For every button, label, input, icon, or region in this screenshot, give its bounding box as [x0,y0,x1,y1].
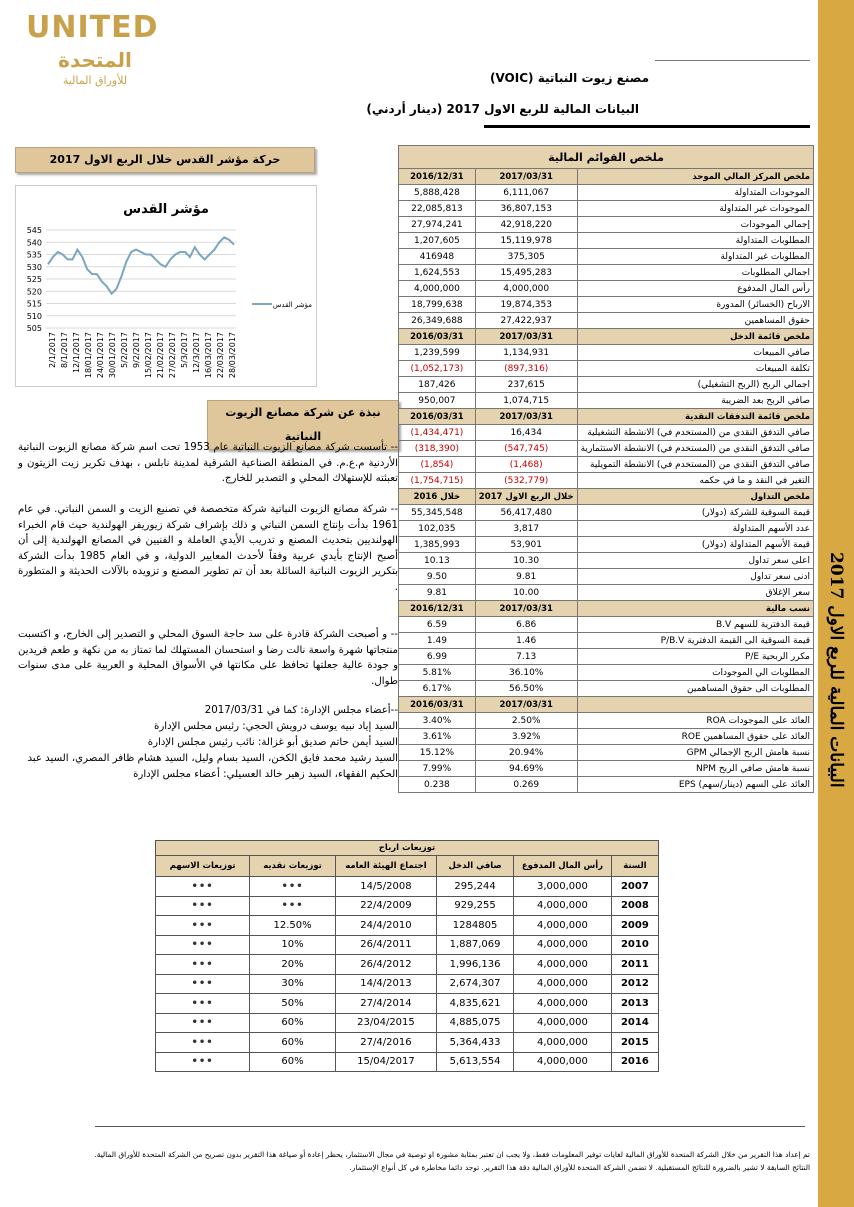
dividends-cell: ••• [156,1052,250,1072]
dividends-cell: 4,000,000 [514,1013,612,1033]
dividends-caption: توزيعات ارباح [156,841,659,856]
y-tick-label: 545 [26,226,42,235]
dividends-cell: 14/5/2008 [335,877,436,897]
board-title: --أعضاء مجلس الإدارة: كما في 2017/03/31 [204,705,398,716]
fin-cell-value: 94.69% [475,761,577,777]
fin-cell-value: 55,345,548 [399,505,476,521]
fin-column-header: 2017/03/31 [475,697,577,713]
fin-cell-value: 9.81 [475,569,577,585]
fin-row [399,265,814,281]
dividends-cell: 22/4/2009 [335,896,436,916]
fin-row [399,217,814,233]
fin-section-title: ملخص المركز المالي الموحد [577,169,813,185]
dividends-row [156,994,659,1014]
fin-row [399,713,814,729]
dividends-header-row [156,856,659,877]
fin-cell-value: 1,074,715 [475,393,577,409]
fin-row [399,521,814,537]
fin-section-header [399,329,814,345]
y-tick-label: 525 [26,275,42,284]
fin-cell-value: 0.269 [475,777,577,793]
fin-row [399,681,814,697]
fin-cell-value: (1,434,471) [399,425,476,441]
dividends-year: 2015 [611,1033,658,1053]
fin-section-header [399,489,814,505]
fin-cell-value: 1.46 [475,633,577,649]
fin-cell-value: 27,422,937 [475,313,577,329]
x-tick-label: 12/1/2017 [72,332,81,374]
fin-row-label: العائد على حقوق المساهمين ROE [577,729,813,745]
dividends-column-header: رأس المال المدفوع [514,856,612,877]
fin-cell-value: 6,111,067 [475,185,577,201]
chart-section-heading: حركة مؤشر القدس خلال الربع الاول 2017 [15,147,315,173]
fin-row-label: قيمة الأسهم المتداولة (دولار) [577,537,813,553]
fin-cell-value: 2.50% [475,713,577,729]
dividends-row [156,877,659,897]
dividends-cell: 4,885,075 [437,1013,514,1033]
dividends-cell: 929,255 [437,896,514,916]
dividends-row [156,916,659,936]
fin-title: ملخص القوائم المالية [399,146,814,169]
fin-cell-value: 7.13 [475,649,577,665]
fin-row-label: سعر الإغلاق [577,585,813,601]
dividends-cell: ••• [156,974,250,994]
fin-row [399,617,814,633]
fin-column-header: 2016/03/31 [399,329,476,345]
x-tick-label: 18/01/2017 [84,332,93,379]
fin-section-header [399,697,814,713]
fin-row [399,393,814,409]
dividends-cell: 4,000,000 [514,935,612,955]
board-members-3: السيد رشيد محمد فايق الكخن، السيد بسام وليل، السيد هشام ظافر المصري، السيد عبد الحكيم الفقهاء، السيد زهير خالد العسيلي: أعضاء مجلس الإدارة [27,753,398,780]
fin-row [399,745,814,761]
fin-row [399,505,814,521]
fin-cell-value: 5.81% [399,665,476,681]
title-underline [484,125,810,128]
dividends-cell: 295,244 [437,877,514,897]
fin-row [399,473,814,489]
board-member-2: السيد أيمن حاتم صديق أبو غزالة: نائب رئيس مجلس الإدارة [147,737,398,748]
fin-row-label: الموجودات غير المتداولة [577,201,813,217]
dividends-row [156,1052,659,1072]
chart-canvas [16,186,316,386]
dividends-cell: 30% [250,974,336,994]
fin-cell-value: 15,119,978 [475,233,577,249]
dividends-column-header: اجتماع الهيئة العامه [335,856,436,877]
fin-cell-value: 7.99% [399,761,476,777]
fin-section-title: ملخص قائمة الدخل [577,329,813,345]
dividends-cell: ••• [156,896,250,916]
dividends-cell: 4,000,000 [514,896,612,916]
dividends-column-header: توزيعات الاسهم [156,856,250,877]
y-tick-label: 520 [26,287,42,297]
fin-row [399,633,814,649]
disclaimer-text: تم إعداد هذا التقرير من خلال الشركة المتحدة للأوراق المالية لغايات توفير المعلومات فقط، ولا يجب ان تعتبر بمثابة مشورة او توصية في مجال الاستثمار، يحظر إعادة أو صياغة هذا التقرير بدون تصريح من الشركة المتحدة للأوراق المالية. النتائج السابقة لا تشير بالضرورة للنتائج المستقبلية. لا تضمن الشركة المتحدة للأوراق المالية دقة هذا التقرير. توجد دائما مخاطرة في كل أنواع الإستثمار. [94,1150,810,1172]
fin-row-label: تكلفة المبيعات [577,361,813,377]
dividends-cell: 50% [250,994,336,1014]
dividends-cell: 3,000,000 [514,877,612,897]
dividends-year: 2014 [611,1013,658,1033]
fin-cell-value: 15.12% [399,745,476,761]
fin-cell-value: 4,000,000 [475,281,577,297]
fin-cell-value: 56,417,480 [475,505,577,521]
fin-cell-value: 42,918,220 [475,217,577,233]
fin-column-header: 2017/03/31 [475,409,577,425]
fin-row [399,649,814,665]
fin-row [399,313,814,329]
fin-cell-value: 102,035 [399,521,476,537]
fin-cell-value: 9.50 [399,569,476,585]
fin-section-title: ملخص التداول [577,489,813,505]
fin-title-row [399,146,814,169]
dividends-row [156,955,659,975]
dividends-cell: 10% [250,935,336,955]
dividends-column-header: صافي الدخل [437,856,514,877]
fin-cell-value: 36,807,153 [475,201,577,217]
fin-row-label: صافي التدفق النقدي من (المستخدم في) الانشطة التشغيلية [577,425,813,441]
fin-column-header: خلال 2016 [399,489,476,505]
dividends-year: 2016 [611,1052,658,1072]
fin-row-label: اجمالي الربح (الربح التشغيلي) [577,377,813,393]
fin-row-label: صافي التدفق النقدي من (المستخدم في) الانشطة الاستثمارية [577,441,813,457]
dividends-row [156,974,659,994]
fin-row-label: حقوق المساهمين [577,313,813,329]
fin-row [399,457,814,473]
fin-column-header: خلال الربع الاول 2017 [475,489,577,505]
fin-cell-value: (1,468) [475,457,577,473]
x-tick-label: 9/2/2017 [132,332,141,368]
fin-cell-value: 4,000,000 [399,281,476,297]
fin-cell-value: (1,854) [399,457,476,473]
y-tick-label: 540 [26,238,42,248]
dividends-cell: 4,000,000 [514,955,612,975]
dividends-year: 2010 [611,935,658,955]
fin-cell-value: 6.17% [399,681,476,697]
fin-section-title: ملخص قائمة التدفقات النقدية [577,409,813,425]
fin-cell-value: 187,426 [399,377,476,393]
fin-row-label: قيمة السوقية للشركة (دولار) [577,505,813,521]
fin-cell-value: 6.99 [399,649,476,665]
fin-cell-value: 36.10% [475,665,577,681]
dividends-cell: 4,835,621 [437,994,514,1014]
fin-column-header: 2017/03/31 [475,601,577,617]
y-tick-label: 505 [26,324,42,333]
fin-cell-value: 27,974,241 [399,217,476,233]
dividends-cell: ••• [156,1033,250,1053]
dividends-cell: 27/4/2014 [335,994,436,1014]
x-tick-label: 21/02/2017 [156,332,165,379]
dividends-table [155,840,659,1072]
fin-row [399,281,814,297]
dividends-cell: 23/04/2015 [335,1013,436,1033]
dividends-cell: ••• [156,994,250,1014]
about-paragraph-1: -- تأسست شركة مصانع الزيوت النباتية عام 1953 تحت اسم شركة مصانع الزيوت النباتية الأردنية م.ع.م. في المنطقة الصناعية الشرقية لمدينة نابلس ، بهدف تكرير زيت الزيتون و تعبئته للإستهلاك المحلي و التصدير للخارج. [18,442,398,485]
company-title: مصنع زيوت النباتية (VOIC) [489,71,649,85]
fin-cell-value: (318,390) [399,441,476,457]
dividends-cell: 60% [250,1033,336,1053]
logo-text-en: UNITED [26,10,159,45]
chart-title: مؤشر القدس [123,202,209,217]
dividends-cell: 4,000,000 [514,994,612,1014]
dividends-row [156,896,659,916]
fin-row [399,537,814,553]
fin-row [399,425,814,441]
fin-row-label: العائد على الموجودات ROA [577,713,813,729]
fin-row-label: صافي المبيعات [577,345,813,361]
dividends-row [156,935,659,955]
fin-row-label: قيمة السوقية الى القيمة الدفترية P/B.V [577,633,813,649]
fin-cell-value: 18,799,638 [399,297,476,313]
fin-row-label: صافي التدفق النقدي من (المستخدم في) الانشطة التمويلية [577,457,813,473]
fin-row-label: العائد على السهم (دينار/سهم) EPS [577,777,813,793]
dividends-column-header: السنة [611,856,658,877]
dividends-cell: 4,000,000 [514,1033,612,1053]
about-paragraph-3: -- و أصبحت الشركة قادرة على سد حاجة السوق المحلي و التصدير إلى الخارج، و اكتسبت منتجاتها شهرة واسعة نالت رضا و استحسان المستهلك لما تمتاز به من نكهة و طعم فريدين و جودة عالية جعلتها تحافظ على مكانتها في الأسواق المحلية و العربية على مدى سنوات طوال. [18,629,398,687]
dividends-cell: 12.50% [250,916,336,936]
fin-row [399,569,814,585]
fin-cell-value: 5,888,428 [399,185,476,201]
dividends-cell: 5,613,554 [437,1052,514,1072]
dividends-cell: 60% [250,1013,336,1033]
dividends-cell: 1,887,069 [437,935,514,955]
fin-row [399,201,814,217]
board-member-1: السيد إياد نبيه يوسف درويش الحجي: رئيس مجلس الإدارة [154,721,398,732]
dividends-cell: 5,364,433 [437,1033,514,1053]
fin-cell-value: 375,305 [475,249,577,265]
dividends-cell: 60% [250,1052,336,1072]
dividends-cell: ••• [156,955,250,975]
fin-section-header [399,601,814,617]
fin-cell-value: 20.94% [475,745,577,761]
x-tick-label: 2/1/2017 [48,332,57,368]
fin-cell-value: (1,052,173) [399,361,476,377]
y-tick-label: 535 [26,250,42,260]
dividends-cell: ••• [156,877,250,897]
y-tick-label: 530 [26,262,42,272]
dividends-cell: 4,000,000 [514,916,612,936]
fin-cell-value: 15,495,283 [475,265,577,281]
fin-row-label: الارباح (الخسائر) المدورة [577,297,813,313]
fin-row-label: الموجودات المتداولة [577,185,813,201]
x-tick-label: 5/2/2017 [120,332,129,368]
dividends-cell: 20% [250,955,336,975]
fin-cell-value: 416948 [399,249,476,265]
fin-cell-value: 3,817 [475,521,577,537]
dividends-cell: ••• [156,1013,250,1033]
dividends-column-header: توزيعات نقديه [250,856,336,877]
x-tick-label: 16/03/2017 [204,332,213,379]
dividends-cell: 1284805 [437,916,514,936]
footer-divider [95,1126,805,1127]
fin-row [399,361,814,377]
fin-cell-value: 22,085,813 [399,201,476,217]
about-section-heading: نبذة عن شركة مصانع الزيوت النباتية [207,400,399,450]
dividends-year: 2009 [611,916,658,936]
fin-row [399,761,814,777]
x-tick-label: 30/01/2017 [108,332,117,379]
fin-row [399,777,814,793]
fin-section-title: نسب مالية [577,601,813,617]
dividends-cell: 1,996,136 [437,955,514,975]
fin-row-label: رأس المال المدفوع [577,281,813,297]
fin-row-label: المطلوبات الى حقوق المساهمين [577,681,813,697]
fin-cell-value: 1,624,553 [399,265,476,281]
fin-column-header: 2017/03/31 [475,169,577,185]
dividends-cell: ••• [156,916,250,936]
dividends-year: 2008 [611,896,658,916]
dividends-cell: ••• [156,935,250,955]
fin-row-label: نسبة هامش الربح الإجمالي GPM [577,745,813,761]
dividends-cell: ••• [250,896,336,916]
fin-row-label: صافي الربح بعد الضريبة [577,393,813,409]
fin-column-header: 2016/12/31 [399,601,476,617]
fin-row [399,185,814,201]
x-tick-label: 27/02/2017 [168,332,177,379]
fin-cell-value: 10.00 [475,585,577,601]
about-paragraph-2: -- شركة مصانع الزيوت النباتية شركة متخصصة في تصنيع الزيت و السمن النباتي. في عام 1961 بدأت بإنتاج السمن النباتي و ذلك بإشراف شركة زيوريفر الهولندية حيث قام الخبراء الهولنديين بتحديث المصنع و تدريب الأيدي العاملة و الفنيين في المصانع الهولندية إلى أن أصبح الإنتاج بأيدي عربية وفقاً لأحدث المعايير الدولية، و في العام 1985 بدأت الشركة بتكرير الزيوت النباتية السائلة بعد أن تم تطوير المصنع و تزويده بالآلات الحديثة و المتطورة . [18,504,398,593]
dividends-cell: 15/04/2017 [335,1052,436,1072]
dividends-row [156,1033,659,1053]
fin-section-header [399,169,814,185]
fin-column-header: 2016/12/31 [399,169,476,185]
x-tick-label: 28/03/2017 [228,332,237,379]
fin-column-header: 2016/03/31 [399,409,476,425]
dividends-cell: 26/4/2011 [335,935,436,955]
dividends-year: 2007 [611,877,658,897]
dividends-cell: 26/4/2012 [335,955,436,975]
dividends-year: 2013 [611,994,658,1014]
fin-cell-value: 1,134,931 [475,345,577,361]
y-tick-label: 515 [26,299,42,309]
financial-summary-table [398,145,814,793]
fin-cell-value: 950,007 [399,393,476,409]
logo-subtext: للأوراق المالية [62,74,128,87]
dividends-cell: ••• [250,877,336,897]
dividends-cell: 4,000,000 [514,1052,612,1072]
fin-cell-value: 1.49 [399,633,476,649]
fin-cell-value: (897,316) [475,361,577,377]
legend-label: مؤشر القدس [272,301,312,309]
fin-cell-value: 53,901 [475,537,577,553]
fin-cell-value: 10.13 [399,553,476,569]
fin-row-label: اعلى سعر تداول [577,553,813,569]
fin-cell-value: 9.81 [399,585,476,601]
fin-cell-value: 6.59 [399,617,476,633]
fin-cell-value: 3.61% [399,729,476,745]
fin-row-label: التغير في النقد و ما في حكمه [577,473,813,489]
fin-row [399,297,814,313]
side-banner [818,0,854,1207]
dividends-cell: 14/4/2013 [335,974,436,994]
fin-row [399,345,814,361]
fin-cell-value: 56.50% [475,681,577,697]
fin-cell-value: (532,779) [475,473,577,489]
dividends-caption-row [156,841,659,856]
dividends-row [156,1013,659,1033]
fin-cell-value: 3.40% [399,713,476,729]
fin-row [399,553,814,569]
fin-cell-value: 19,874,353 [475,297,577,313]
fin-row [399,665,814,681]
fin-cell-value: 1,385,993 [399,537,476,553]
fin-row [399,249,814,265]
dividends-cell: 24/4/2010 [335,916,436,936]
fin-section-title [577,697,813,713]
fin-column-header: 2016/03/31 [399,697,476,713]
series-line-al-quds-index [48,237,234,293]
dividends-cell: 4,000,000 [514,974,612,994]
fin-row-label: نسبة هامش صافي الربح NPM [577,761,813,777]
dividends-cell: 2,674,307 [437,974,514,994]
fin-cell-value: (547,745) [475,441,577,457]
fin-cell-value: 6.86 [475,617,577,633]
fin-row-label: عدد الأسهم المتداولة [577,521,813,537]
fin-cell-value: 3.92% [475,729,577,745]
fin-cell-value: 237,615 [475,377,577,393]
fin-row-label: المطلوبات المتداولة [577,233,813,249]
side-banner-title: البيانات المالية للربع الاول 2017 [826,552,846,788]
fin-cell-value: 1,207,605 [399,233,476,249]
fin-row [399,377,814,393]
fin-row [399,729,814,745]
fin-cell-value: 26,349,688 [399,313,476,329]
fin-cell-value: (1,754,715) [399,473,476,489]
x-tick-label: 8/1/2017 [60,332,69,368]
fin-row [399,233,814,249]
fin-column-header: 2017/03/31 [475,329,577,345]
report-subtitle: البيانات المالية للربع الاول 2017 (دينار أردني) [366,102,639,116]
fin-row [399,585,814,601]
fin-row-label: قيمة الدفترية للسهم B.V [577,617,813,633]
dividends-cell: 27/4/2016 [335,1033,436,1053]
fin-row-label: مكرر الربحية P/E [577,649,813,665]
x-tick-label: 12/3/2017 [192,332,201,374]
fin-cell-value: 0.238 [399,777,476,793]
index-chart [15,185,317,387]
fin-cell-value: 16,434 [475,425,577,441]
fin-row-label: ادنى سعر تداول [577,569,813,585]
x-tick-label: 15/02/2017 [144,332,153,379]
fin-row-label: إجمالي الموجودات [577,217,813,233]
x-tick-label: 22/03/2017 [216,332,225,379]
dividends-year: 2011 [611,955,658,975]
x-tick-label: 24/01/2017 [96,332,105,379]
fin-cell-value: 1,239,599 [399,345,476,361]
company-logo [20,6,166,96]
fin-cell-value: 10.30 [475,553,577,569]
fin-row [399,441,814,457]
fin-row-label: اجمالي المطلوبات [577,265,813,281]
logo-text-ar: المتحدة [58,48,132,72]
fin-row-label: المطلوبات الي الموجودات [577,665,813,681]
y-tick-label: 510 [26,311,42,321]
x-tick-label: 5/3/2017 [180,332,189,368]
header-divider [655,60,810,61]
dividends-year: 2012 [611,974,658,994]
fin-row-label: المطلوبات غير المتداولة [577,249,813,265]
fin-section-header [399,409,814,425]
